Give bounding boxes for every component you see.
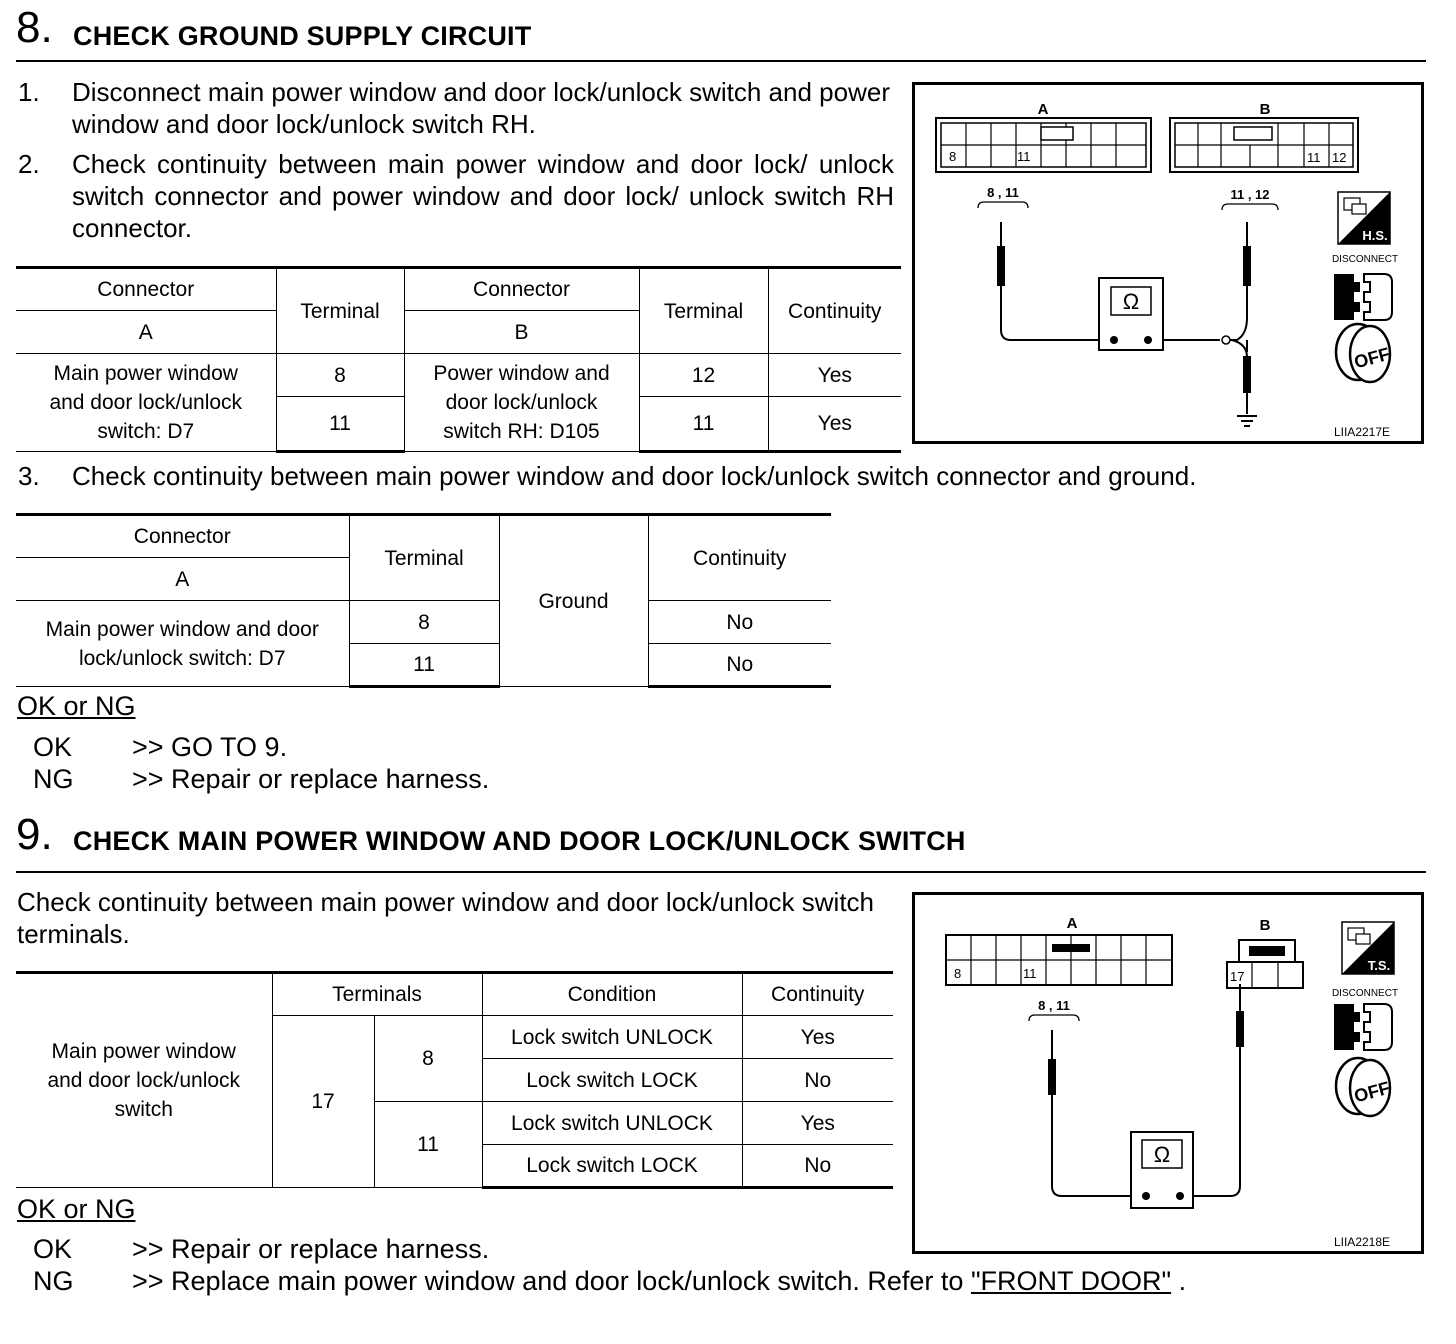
probe-b-label: 11 , 12 bbox=[1230, 187, 1270, 202]
table-cell-condition: Lock switch LOCK bbox=[482, 1059, 742, 1102]
table-cell: 11 bbox=[276, 397, 404, 452]
ts-badge-icon bbox=[1342, 922, 1394, 974]
probe-a-label: 8 , 11 bbox=[1038, 998, 1070, 1013]
step9-result-ng-value bbox=[132, 1265, 1186, 1297]
table-cell: No bbox=[742, 1059, 893, 1102]
step9-result-ok-key: OK bbox=[33, 1234, 73, 1264]
table-header-terminals: Terminals bbox=[272, 973, 482, 1016]
disconnect-icon bbox=[1334, 274, 1392, 320]
step9-header bbox=[16, 810, 1426, 863]
step9-figure-continuity-diagram bbox=[912, 892, 1424, 1254]
disconnect-label: DISCONNECT bbox=[1331, 988, 1399, 999]
connector-a-label: A bbox=[1037, 101, 1049, 118]
table-cell-connector-b: Power window and door lock/unlock switch RH: D105 bbox=[404, 354, 639, 452]
probe-a-label: 8 , 11 bbox=[987, 185, 1019, 200]
ohmmeter bbox=[1099, 278, 1163, 350]
connector-a-pin-11: 11 bbox=[1017, 149, 1031, 164]
hs-badge-icon bbox=[1338, 192, 1390, 244]
table-cell: 11 bbox=[639, 397, 768, 452]
step9-result-ng-text: >> Replace main power window and door lock/unlock switch. Refer to bbox=[132, 1266, 971, 1296]
connector-a-pin-11: 11 bbox=[1023, 966, 1037, 981]
table-header-continuity: Continuity bbox=[648, 515, 831, 601]
step8-title: CHECK GROUND SUPPLY CIRCUIT bbox=[73, 21, 532, 51]
step9-result-ng-suffix: . bbox=[1171, 1266, 1187, 1296]
step8-figure-continuity-diagram bbox=[912, 82, 1424, 444]
table-header-terminal: Terminal bbox=[276, 268, 404, 354]
table-header-connector-a: A bbox=[16, 558, 349, 601]
table-cell: Yes bbox=[768, 354, 901, 397]
table-cell: 12 bbox=[639, 354, 768, 397]
table-cell: 8 bbox=[349, 601, 499, 644]
step8-continuity-table-ground bbox=[16, 513, 831, 688]
ohm-symbol: Ω bbox=[1153, 1142, 1171, 1167]
step8-item3-text: Check continuity between main power window and door lock/unlock switch connector and ground. bbox=[72, 461, 1197, 491]
step8-result-ng-value: >> Repair or replace harness. bbox=[132, 764, 490, 794]
table-header-terminal: Terminal bbox=[349, 515, 499, 601]
connector-b-pin-12: 12 bbox=[1332, 150, 1347, 165]
step8-header bbox=[16, 3, 1426, 56]
connector-a-pin-8: 8 bbox=[954, 966, 962, 981]
step8-result-ok-key: OK bbox=[33, 732, 73, 762]
step9-continuity-table bbox=[16, 971, 893, 1189]
table-cell-terminal: 11 bbox=[374, 1102, 482, 1188]
connector-b-pin-17: 17 bbox=[1230, 969, 1245, 984]
table-header-terminal: Terminal bbox=[639, 268, 768, 354]
step8-continuity-table-ab bbox=[16, 266, 901, 453]
step9-number: 9. bbox=[16, 810, 53, 859]
step8-result-ok-value: >> GO TO 9. bbox=[132, 732, 288, 762]
table-cell: 8 bbox=[276, 354, 404, 397]
table-header-connector: Connector bbox=[16, 268, 276, 311]
table-cell: No bbox=[648, 644, 831, 687]
step9-result-ng-key: NG bbox=[33, 1266, 74, 1296]
step9-ok-ng-label: OK or NG bbox=[17, 1194, 136, 1224]
table-cell: Yes bbox=[742, 1016, 893, 1059]
table-cell: No bbox=[648, 601, 831, 644]
table-header-continuity: Continuity bbox=[742, 973, 893, 1016]
ignition-off-icon bbox=[1336, 1058, 1392, 1116]
step8-item2-number: 2. bbox=[18, 149, 40, 179]
table-cell-terminal: 8 bbox=[374, 1016, 482, 1102]
table-cell: No bbox=[742, 1145, 893, 1188]
table-cell-terminal: 17 bbox=[272, 1016, 374, 1188]
table-cell-component: Main power window and door lock/unlock switch bbox=[16, 973, 272, 1188]
table-header-connector-b: B bbox=[404, 311, 639, 354]
step8-item1-text: Disconnect main power window and door lock/unlock switch and power window and door lock/unlock switch RH. bbox=[72, 77, 890, 139]
table-cell-connector-a: Main power window and door lock/unlock switch: D7 bbox=[16, 601, 349, 687]
connector-b-label: B bbox=[1259, 101, 1271, 118]
connector-a-pin-8: 8 bbox=[949, 149, 957, 164]
table-header-connector-a: A bbox=[16, 311, 276, 354]
step8-item2-text: Check continuity between main power window and door lock/ unlock switch connector and power window and door lock/ unlock switch RH connector. bbox=[72, 149, 894, 243]
step8-item3-number: 3. bbox=[18, 461, 40, 491]
step9-title: CHECK MAIN POWER WINDOW AND DOOR LOCK/UNLOCK SWITCH bbox=[73, 826, 966, 856]
step9-header-rule bbox=[16, 871, 1426, 873]
step9-result-ok-value: >> Repair or replace harness. bbox=[132, 1234, 490, 1264]
connector-a-label: A bbox=[1066, 915, 1078, 932]
step8-number: 8. bbox=[16, 3, 53, 52]
off-text: OFF bbox=[1352, 1077, 1392, 1107]
connector-b-pin-11: 11 bbox=[1307, 150, 1321, 165]
front-door-link[interactable]: "FRONT DOOR" bbox=[970, 1266, 1172, 1296]
table-cell-condition: Lock switch UNLOCK bbox=[482, 1016, 742, 1059]
table-cell: Yes bbox=[742, 1102, 893, 1145]
step8-ok-ng-label: OK or NG bbox=[17, 691, 136, 721]
table-header-condition: Condition bbox=[482, 973, 742, 1016]
ohmmeter bbox=[1131, 1132, 1193, 1208]
off-text: OFF bbox=[1352, 343, 1392, 373]
ohm-symbol: Ω bbox=[1122, 289, 1140, 314]
table-cell-connector-a: Main power window and door lock/unlock switch: D7 bbox=[16, 354, 276, 452]
table-cell-condition: Lock switch LOCK bbox=[482, 1145, 742, 1188]
table-header-continuity: Continuity bbox=[768, 268, 901, 354]
table-header-connector: Connector bbox=[16, 515, 349, 558]
figure-code: LIIA2217E bbox=[1333, 425, 1391, 439]
connector-b-label: B bbox=[1259, 917, 1271, 934]
table-cell: 11 bbox=[349, 644, 499, 687]
badge-text: H.S. bbox=[1362, 228, 1388, 243]
figure-code: LIIA2218E bbox=[1333, 1235, 1391, 1249]
table-cell: Yes bbox=[768, 397, 901, 452]
step8-result-ng-key: NG bbox=[33, 764, 74, 794]
step8-header-rule bbox=[16, 60, 1426, 62]
table-header-connector: Connector bbox=[404, 268, 639, 311]
disconnect-label: DISCONNECT bbox=[1331, 254, 1399, 265]
table-cell-ground: Ground bbox=[499, 515, 648, 687]
badge-text: T.S. bbox=[1367, 958, 1391, 973]
table-cell-condition: Lock switch UNLOCK bbox=[482, 1102, 742, 1145]
ignition-off-icon bbox=[1336, 324, 1392, 382]
step8-item1-number: 1. bbox=[18, 77, 40, 107]
disconnect-icon bbox=[1334, 1004, 1392, 1050]
step9-intro: Check continuity between main power window and door lock/unlock switch terminals. bbox=[17, 887, 874, 949]
